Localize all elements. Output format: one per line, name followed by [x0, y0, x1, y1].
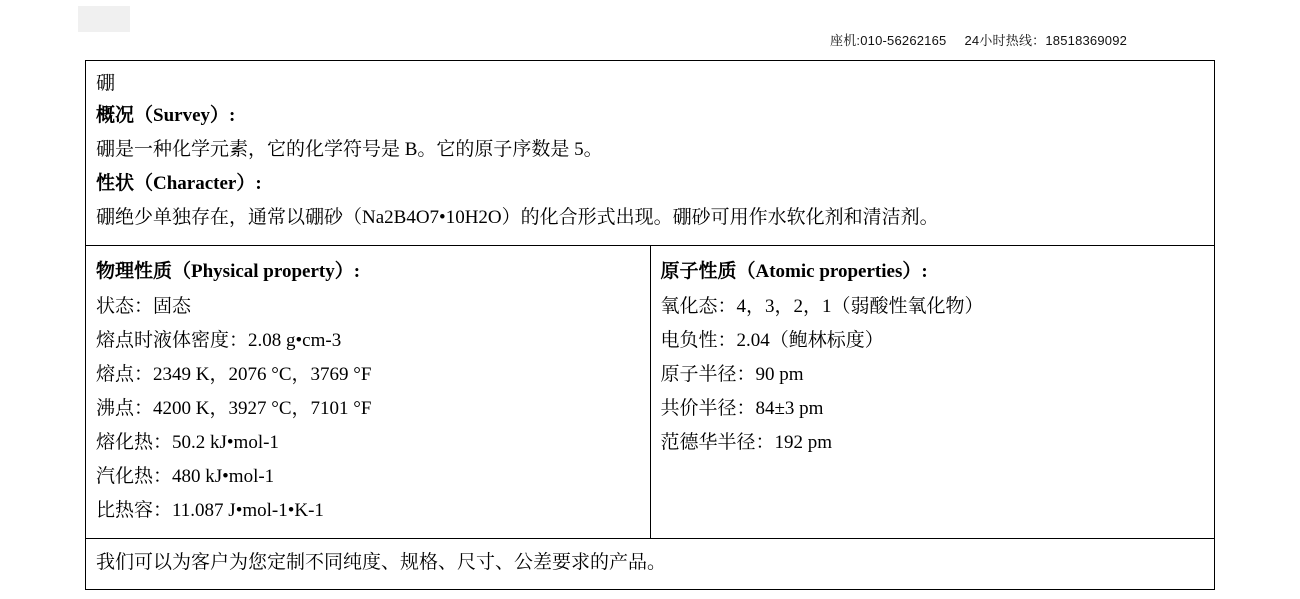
- header-contact-info: [830, 30, 1127, 49]
- list-item: 范德华半径：192 pm: [660, 432, 833, 453]
- list-item: 原子半径：90 pm: [660, 364, 804, 385]
- physical-property-heading: 物理性质（Physical property）:: [96, 261, 361, 282]
- list-item: 状态：固态: [96, 296, 192, 317]
- landline-number: 座机:010-56262165: [830, 33, 947, 48]
- atomic-property-heading: 原子性质（Atomic properties）:: [660, 261, 928, 282]
- table-row-footer: [86, 539, 1215, 590]
- atomic-property-cell: [650, 246, 1215, 539]
- character-heading: 性状（Character）:: [96, 173, 262, 194]
- list-item: 汽化热：480 kJ•mol-1: [96, 466, 275, 487]
- list-item: 共价半径：84±3 pm: [660, 398, 824, 419]
- element-title: 硼: [96, 73, 116, 94]
- survey-text: 硼是一种化学元素，它的化学符号是 B。它的原子序数是 5。: [96, 139, 603, 160]
- hotline-number: 24小时热线：18518369092: [964, 33, 1128, 48]
- survey-heading: 概况（Survey）:: [96, 105, 236, 126]
- table-row-properties: [86, 246, 1215, 539]
- list-item: 熔点：2349 K，2076 °C，3769 °F: [96, 364, 372, 385]
- list-item: 比热容：11.087 J•mol-1•K-1: [96, 500, 324, 521]
- footer-note: 我们可以为客户为您定制不同纯度、规格、尺寸、公差要求的产品。: [96, 552, 667, 573]
- physical-property-cell: [86, 246, 651, 539]
- footer-note-cell: [86, 539, 1215, 590]
- list-item: 熔点时液体密度：2.08 g•cm-3: [96, 330, 342, 351]
- table-row-overview: [86, 61, 1215, 246]
- page-corner-artifact: [78, 6, 130, 32]
- character-text: 硼绝少单独存在，通常以硼砂（Na2B4O7•10H2O）的化合形式出现。硼砂可用作水软化剂和清洁剂。: [96, 207, 939, 228]
- list-item: 氧化态：4，3，2，1（弱酸性氧化物）: [660, 296, 984, 317]
- list-item: 沸点：4200 K，3927 °C，7101 °F: [96, 398, 372, 419]
- overview-cell: [86, 61, 1215, 246]
- element-info-table: [85, 60, 1215, 590]
- list-item: 电负性：2.04（鲍林标度）: [660, 330, 884, 351]
- list-item: 熔化热：50.2 kJ•mol-1: [96, 432, 279, 453]
